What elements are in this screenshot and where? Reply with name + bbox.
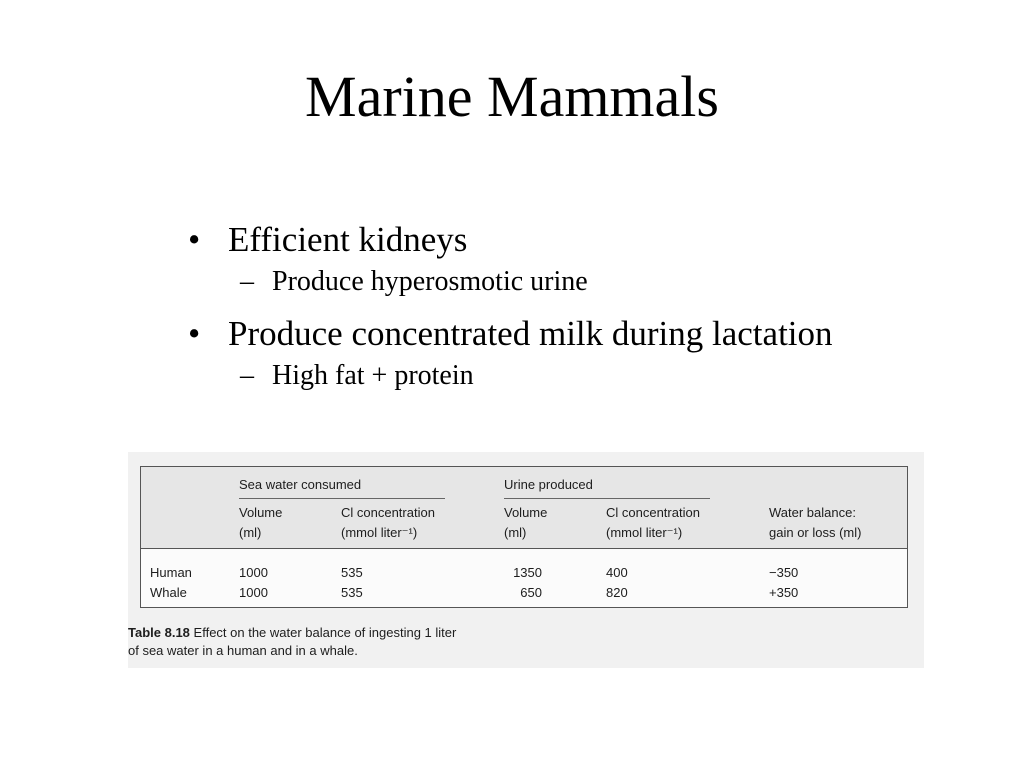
sub-bullet-text: High fat + protein [272, 360, 474, 391]
cell-sea-volume: 1000 [239, 565, 268, 580]
table-header [141, 467, 907, 549]
col-header-urine-cl-unit: (mmol liter⁻¹) [606, 525, 683, 540]
caption-line-2: of sea water in a human and in a whale. [128, 643, 358, 658]
sub-bullet-item [240, 358, 988, 394]
sub-bullet-mark: – [240, 266, 254, 297]
col-header-sea-volume: Volume [239, 505, 283, 520]
bullet-text: Produce concentrated milk during lactation [228, 314, 833, 353]
col-header-sea-cl-unit: (mmol liter⁻¹) [341, 525, 418, 540]
col-header-sea-volume-unit: (ml) [239, 525, 262, 540]
caption-line-1: Effect on the water balance of ingesting 1 liter [193, 625, 457, 640]
col-header-sea-cl: Cl concentration [341, 505, 435, 520]
row-label: Whale [150, 585, 187, 600]
row-label: Human [150, 565, 192, 580]
slide-title: Marine Mammals [305, 64, 719, 129]
cell-balance: −350 [769, 565, 799, 580]
cell-urine-volume: 650 [520, 585, 542, 600]
cell-urine-cl: 820 [606, 585, 628, 600]
bullet-mark: • [188, 314, 201, 353]
cell-sea-volume: 1000 [239, 585, 268, 600]
bullet-text: Efficient kidneys [228, 220, 468, 259]
cell-sea-cl: 535 [341, 585, 363, 600]
sub-bullet-text: Produce hyperosmotic urine [272, 266, 588, 297]
bullet-list [188, 218, 988, 406]
group-rule-urine [504, 498, 710, 499]
water-balance-table [140, 466, 908, 608]
caption-number: Table 8.18 [128, 625, 190, 640]
col-header-urine-volume-unit: (ml) [504, 525, 527, 540]
sub-bullet-item [240, 264, 988, 300]
group-header-urine: Urine produced [504, 477, 593, 492]
cell-sea-cl: 535 [341, 565, 363, 580]
bullet-item [188, 312, 988, 356]
cell-urine-cl: 400 [606, 565, 628, 580]
table-caption [128, 624, 548, 660]
col-header-balance: Water balance: [769, 505, 856, 520]
col-header-balance-unit: gain or loss (ml) [769, 525, 862, 540]
cell-balance: +350 [769, 585, 799, 600]
bullet-item [188, 218, 988, 262]
bullet-mark: • [188, 220, 201, 259]
col-header-urine-cl: Cl concentration [606, 505, 700, 520]
group-rule-sea-water [239, 498, 445, 499]
col-header-urine-volume: Volume [504, 505, 548, 520]
sub-bullet-mark: – [240, 360, 254, 391]
group-header-sea-water: Sea water consumed [239, 477, 362, 492]
table-figure [128, 452, 924, 668]
cell-urine-volume: 1350 [513, 565, 542, 580]
